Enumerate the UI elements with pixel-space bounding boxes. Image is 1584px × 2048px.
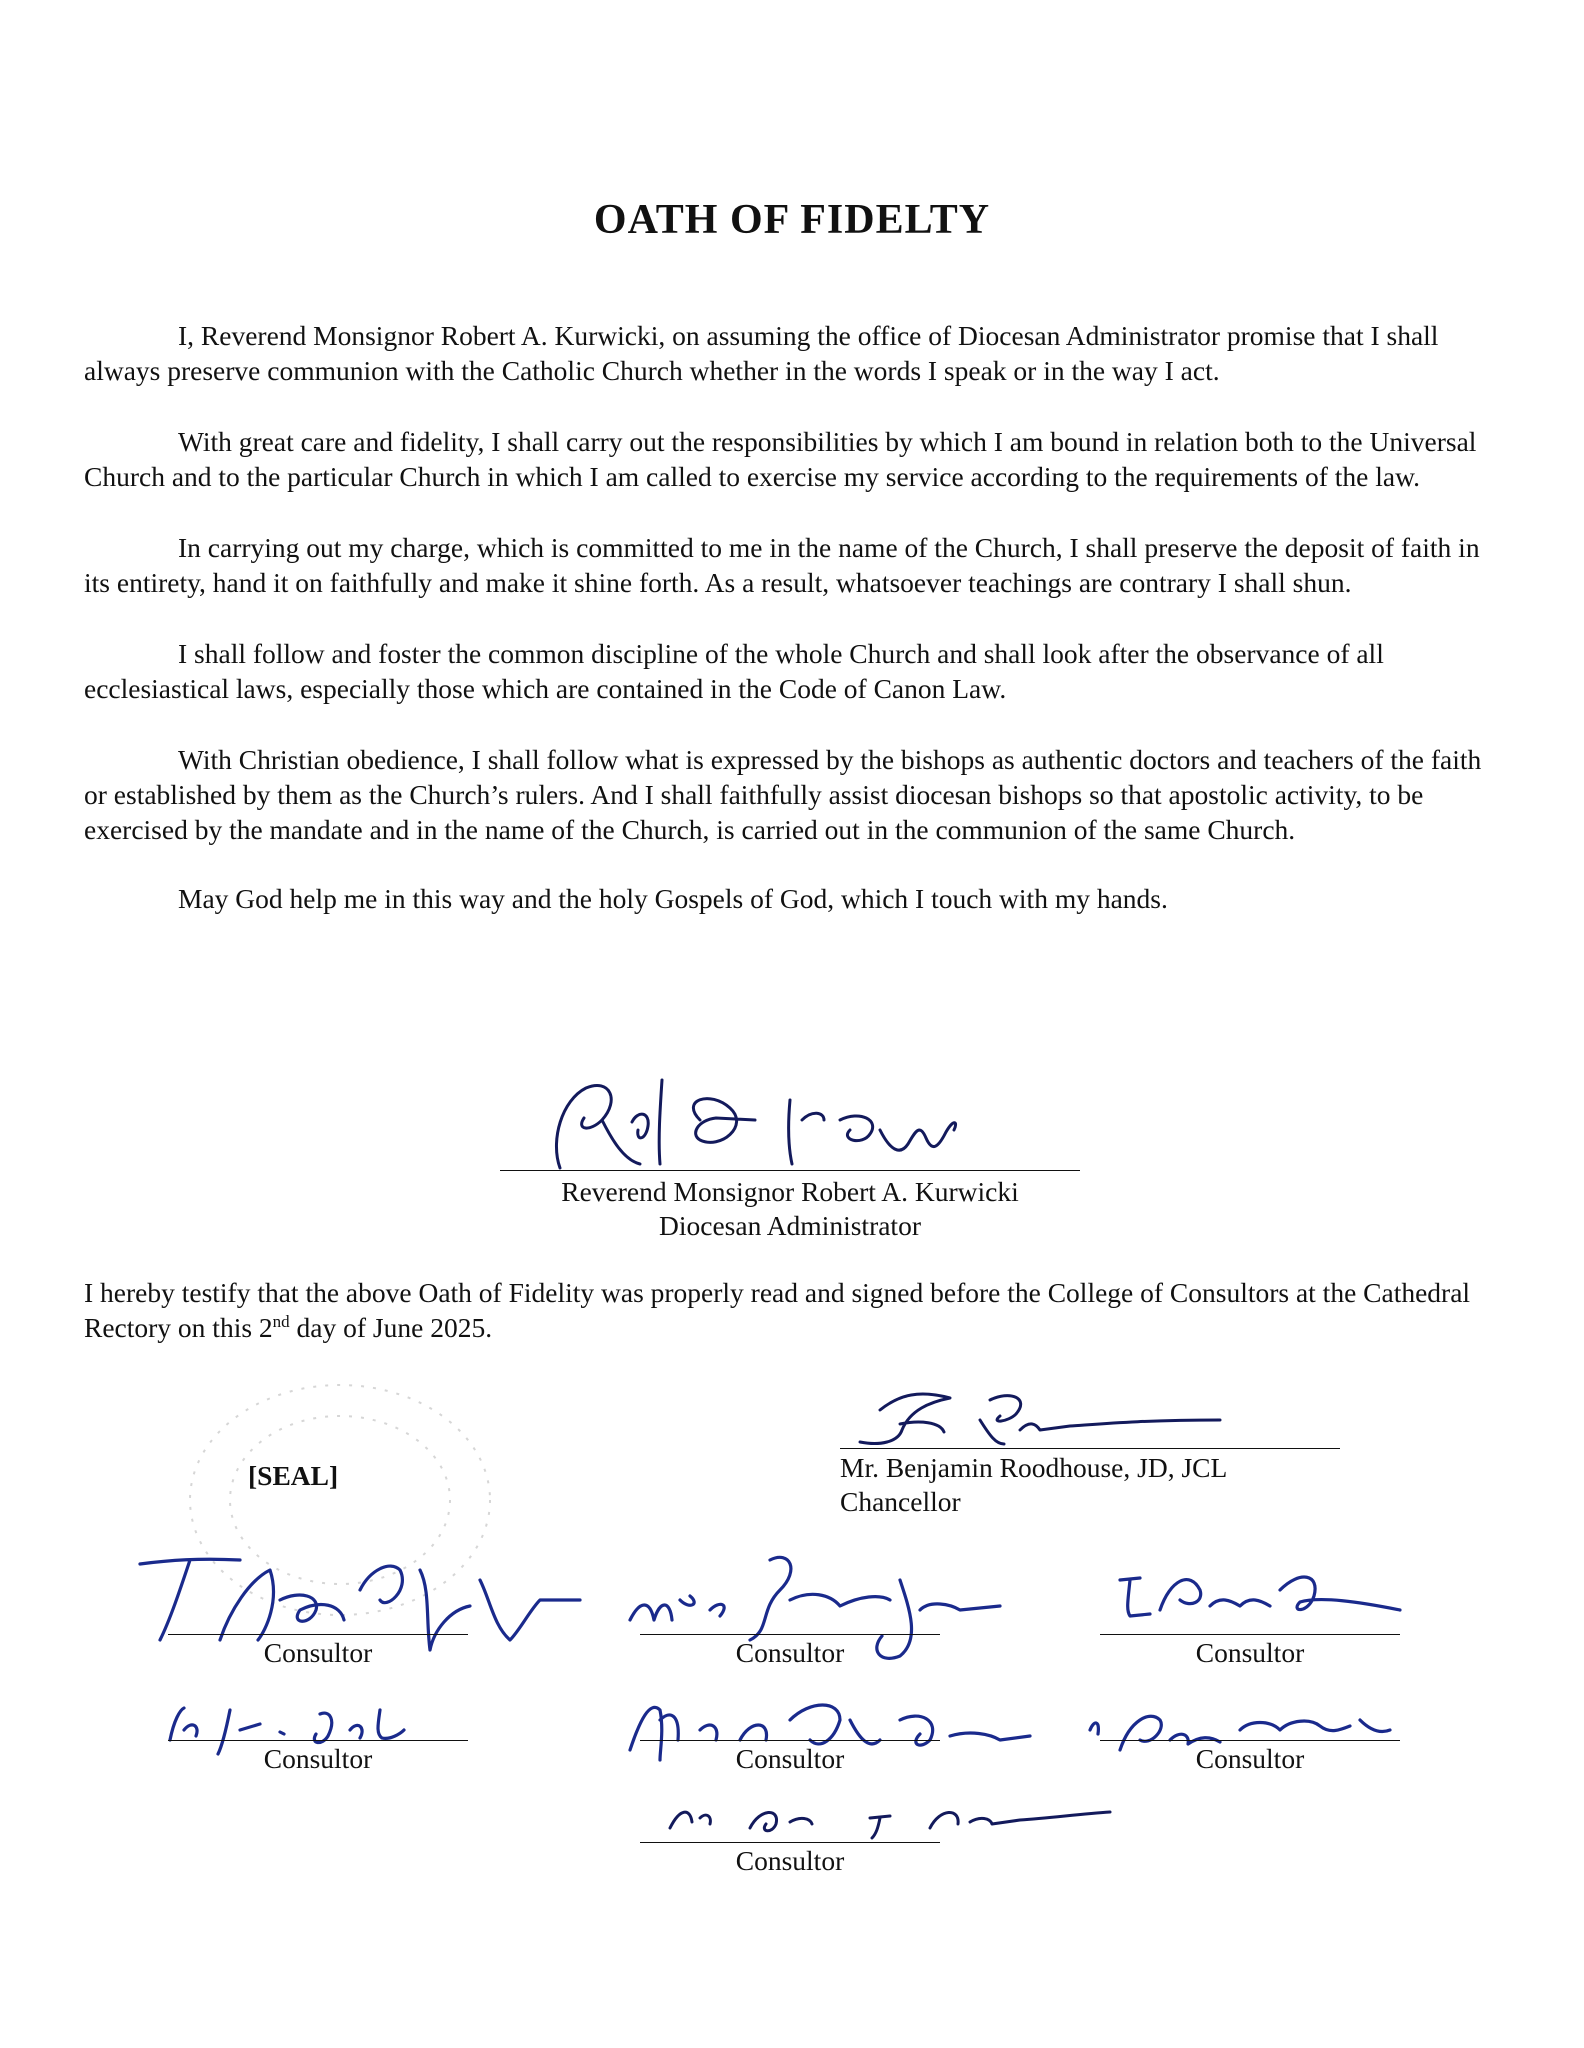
chancellor-signature-block	[840, 1448, 1340, 1519]
oath-paragraph-4: I shall follow and foster the common discipline of the whole Church and shall look after the observance of all ecclesiastical laws, especially those which are contained in the Code of Canon Law.	[84, 638, 1384, 704]
chancellor-signature	[840, 1380, 1340, 1450]
consultor-7: Consultor	[640, 1842, 940, 1877]
testimony-paragraph	[84, 1275, 1494, 1345]
oath-paragraph-2: With great care and fidelity, I shall carry out the responsibilities by which I am bound in relation both to the Universal Church and to the particular Church in which I am called to exercise my service according to the requirements of the law.	[84, 426, 1477, 492]
oath-paragraph-1: I, Reverend Monsignor Robert A. Kurwicki, on assuming the office of Diocesan Administrator promise that I shall always preserve communion with the Catholic Church whether in the words I speak or in the way I act.	[84, 320, 1439, 386]
administrator-signature-line	[500, 1170, 1080, 1243]
seal-label: [SEAL]	[248, 1460, 339, 1491]
consultor-4: Consultor	[168, 1740, 468, 1775]
testimony-text: I hereby testify that the above Oath of Fidelity was properly read and signed before the College of Consultors at the Cathedral Rectory on this 2	[84, 1277, 1471, 1343]
administrator-name: Reverend Monsignor Robert A. Kurwicki	[561, 1176, 1019, 1207]
oath-body	[84, 318, 1484, 952]
consultor-signature-7	[640, 1788, 1120, 1848]
testimony-date: day of June 2025.	[289, 1312, 493, 1343]
administrator-title: Diocesan Administrator	[659, 1210, 921, 1241]
chancellor-name: Mr. Benjamin Roodhouse, JD, JCL	[840, 1452, 1228, 1483]
ordinal-suffix: nd	[272, 1311, 290, 1331]
document-title: OATH OF FIDELTY	[593, 197, 991, 243]
consultor-6: Consultor	[1100, 1740, 1400, 1775]
oath-paragraph-5: With Christian obedience, I shall follow what is expressed by the bishops as authentic doctors and teachers of the faith or established by them as the Church’s rulers. And I shall faithfully assist diocesan bishops so that apostolic activity, to be exercised by the mandate and in the name of the Church, is carried out in the communion of the same Church.	[84, 744, 1482, 845]
embossed-seal-icon	[160, 1370, 520, 1630]
consultor-signature-3	[1100, 1540, 1420, 1630]
oath-closing-prayer: May God help me in this way and the holy Gospels of God, which I touch with my hands.	[178, 883, 1168, 914]
chancellor-title: Chancellor	[840, 1486, 961, 1517]
consultor-2: Consultor	[640, 1634, 940, 1669]
administrator-signature-block	[500, 1068, 1080, 1243]
consultor-5: Consultor	[640, 1740, 940, 1775]
consultor-3: Consultor	[1100, 1634, 1400, 1669]
consultor-1: Consultor	[168, 1634, 468, 1669]
oath-paragraph-3: In carrying out my charge, which is committed to me in the name of the Church, I shall preserve the deposit of faith in its entirety, hand it on faithfully and make it shine forth. As a result, whatsoever teachings are contrary I shall shun.	[84, 532, 1480, 598]
